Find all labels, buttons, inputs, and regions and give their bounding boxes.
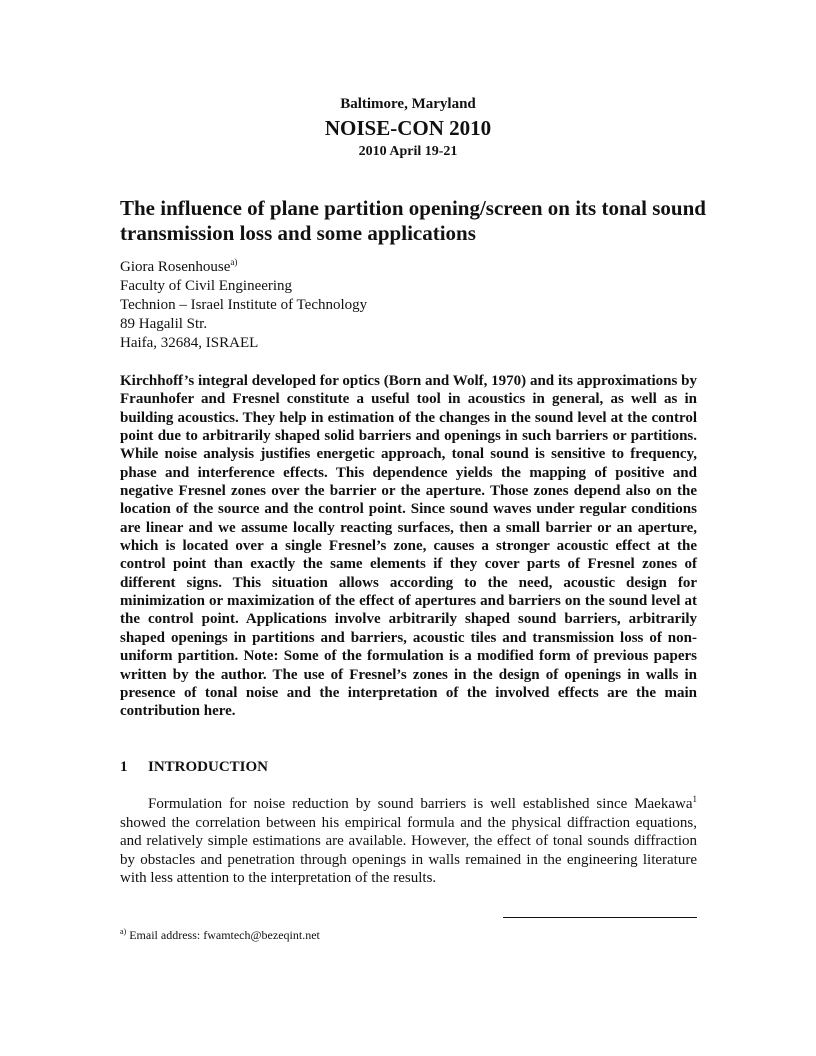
intro-text-start: Formulation for noise reduction by sound barriers is well established since Maekawa <box>148 796 693 812</box>
affiliation-line: Technion – Israel Institute of Technology <box>120 297 368 313</box>
section-number: 1 <box>120 759 128 775</box>
affiliation-line: Haifa, 32684, ISRAEL <box>120 335 259 351</box>
affiliation-line: 89 Hagalil Str. <box>120 316 208 332</box>
paper-title: The influence of plane partition opening/screen on its tonal sound transmission loss and some applications <box>120 196 706 245</box>
intro-paragraph <box>120 795 697 888</box>
footnote <box>120 928 320 943</box>
footnote-divider <box>503 917 697 918</box>
section-heading <box>120 759 268 776</box>
footnote-mark: a) <box>120 927 127 936</box>
intro-text-rest: showed the correlation between his empirical formula and the physical diffraction equations, and relatively simple estimations are available. However, the effect of tonal sounds diffraction by obstacles and penetration through openings in walls remained in the engineering literature with less attention to the interpretation of the results. <box>120 814 697 886</box>
conference-name: NOISE-CON 2010 <box>324 116 492 140</box>
author-line <box>120 258 367 277</box>
conference-location: Baltimore, Maryland <box>340 96 476 112</box>
abstract: Kirchhoff’s integral developed for optics (Born and Wolf, 1970) and its approximations by Fraunhofer and Fresnel constitute a useful tool in acoustics in general, as well as in building acoustics. They help in estimation of the changes in the sound level at the control point due to arbitrarily shaped solid barriers and openings in such barriers or partitions. While noise analysis justifies energetic approach, tonal sound is sensitive to frequency, phase and interference effects. This dependence yields the mapping of positive and negative Fresnel zones over the barrier or the aperture. Those zones depend also on the location of the source and the control point. Since sound waves under regular conditions are linear and we assume locally reacting surfaces, then a small barrier or an aperture, which is located over a single Fresnel’s zone, causes a stronger acoustic effect at the control point than exactly the same elements if they cover parts of Fresnel zones of different signs. This situation allows according to the need, acoustic design for minimization or maximization of the effect of apertures and barriers on the sound level at the control point. Applications involve arbitrarily shaped sound barriers, arbitrarily shaped openings in partitions and barriers, acoustic tiles and transmission loss of non-uniform partition. Note: Some of the formulation is a modified form of previous papers written by the author. The use of Fresnel’s zones in the design of openings in walls in presence of tonal noise and the interpretation of the involved effects are the main contribution here. <box>120 373 697 720</box>
section-title: INTRODUCTION <box>148 759 269 775</box>
affiliation-mark: a) <box>230 257 238 267</box>
footnote-text: Email address: fwamtech@bezeqint.net <box>126 928 320 942</box>
affiliation-line: Faculty of Civil Engineering <box>120 278 293 294</box>
author-name: Giora Rosenhouse <box>120 259 231 275</box>
conference-date: 2010 April 19-21 <box>358 144 458 159</box>
reference-mark: 1 <box>692 794 697 804</box>
author-block <box>120 258 367 353</box>
